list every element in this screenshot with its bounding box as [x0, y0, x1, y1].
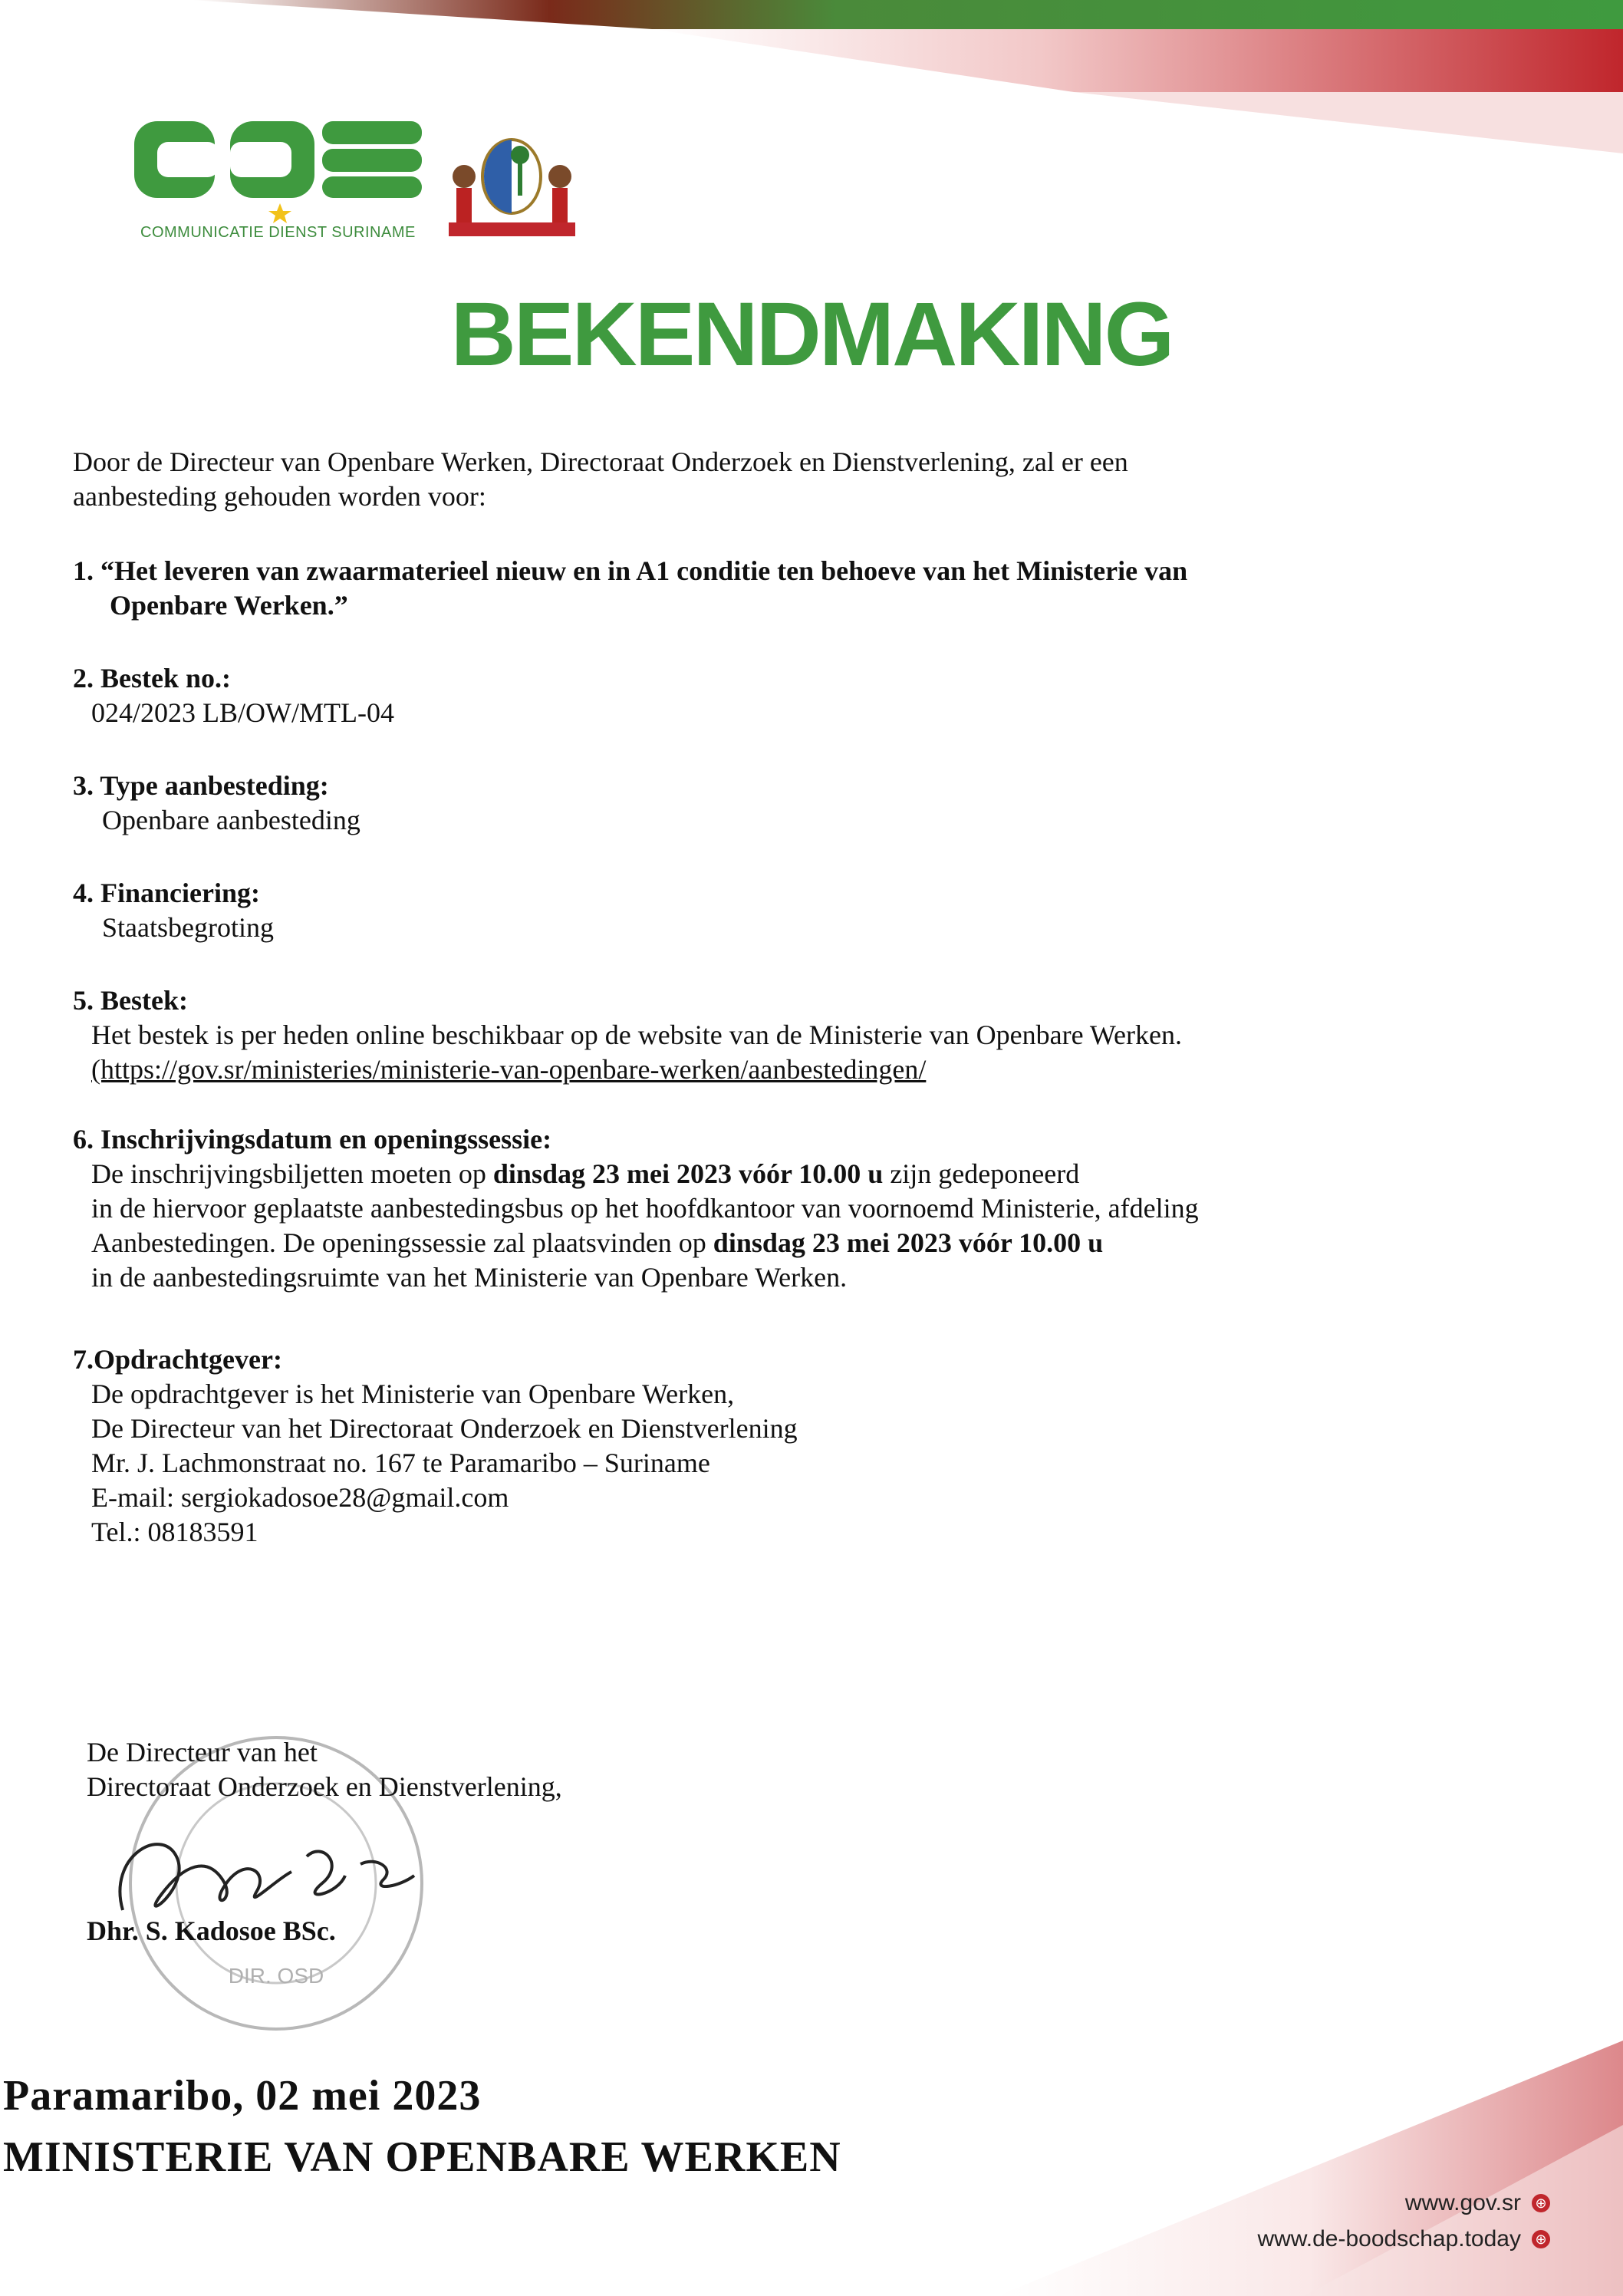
section-2 [73, 661, 394, 730]
globe-icon: ⊕ [1532, 2230, 1550, 2248]
footer-website-1-label: www.gov.sr [1404, 2190, 1521, 2215]
section-6-line-3 [73, 1226, 1492, 1260]
section-6-deadline-1: dinsdag 23 mei 2023 vóór 10.00 u [492, 1158, 884, 1189]
section-3-body: Openbare aanbesteding [102, 805, 360, 835]
logo-subtitle: COMMUNICATIE DIENST SURINAME [140, 224, 416, 241]
section-6-line-1a: De inschrijvingsbiljetten moeten op [91, 1158, 493, 1189]
section-7-phone: Tel.: 08183591 [91, 1517, 258, 1547]
section-4-heading: 4. Financiering: [73, 878, 260, 908]
footer-website-2[interactable] [1257, 2226, 1550, 2252]
ministry-name: MINISTERIE VAN OPENBARE WERKEN [3, 2133, 841, 2181]
page-title: BEKENDMAKING [450, 284, 1173, 385]
footer-website-2-label: www.de-boodschap.today [1257, 2226, 1521, 2252]
section-7-line-2: De Directeur van het Directoraat Onderzoek en Dienstverlening [91, 1413, 798, 1444]
section-4-body: Staatsbegroting [102, 912, 274, 943]
section-2-body: 024/2023 LB/OW/MTL-04 [91, 697, 394, 728]
section-7-email[interactable]: E-mail: sergiokadosoe28@gmail.com [91, 1482, 509, 1513]
section-6-heading: 6. Inschrijvingsdatum en openingssessie: [73, 1124, 552, 1155]
section-5 [73, 983, 1492, 1087]
section-1-line-2: Openbare Werken.” [110, 590, 348, 621]
stamp-label: DIR. OSD [228, 1964, 324, 1988]
section-7-address: Mr. J. Lachmonstraat no. 167 te Paramaribo – Suriname [91, 1448, 710, 1478]
section-6-line-1 [73, 1157, 1492, 1191]
section-7-heading: 7.Opdrachtgever: [73, 1344, 282, 1375]
globe-icon: ⊕ [1532, 2194, 1550, 2212]
section-2-heading: 2. Bestek no.: [73, 663, 231, 693]
section-3-heading: 3. Type aanbesteding: [73, 770, 329, 801]
section-6-line-2: in de hiervoor geplaatste aanbestedingsbus op het hoofdkantoor van voornoemd Ministerie, afdeling [91, 1193, 1199, 1224]
intro-line-1: Door de Directeur van Openbare Werken, Directoraat Onderzoek en Dienstverlening, zal er een [73, 446, 1128, 477]
section-7 [73, 1342, 1147, 1550]
place-and-date: Paramaribo, 02 mei 2023 [3, 2072, 482, 2120]
signature-line-2: Directoraat Onderzoek en Dienstverlening, [87, 1771, 562, 1802]
coat-of-arms-emblem [441, 123, 583, 242]
section-1-line-1: 1. “Het leveren van zwaarmaterieel nieuw en in A1 conditie ten behoeve van het Ministerie van [73, 555, 1188, 586]
signature-line-1: De Directeur van het [87, 1737, 318, 1767]
section-6-line-3a: Aanbestedingen. De openingssessie zal plaatsvinden op [91, 1227, 713, 1258]
intro-line-2: aanbesteding gehouden worden voor: [73, 481, 486, 512]
footer-website-1[interactable] [1405, 2190, 1550, 2216]
section-5-body: Het bestek is per heden online beschikbaar op de website van de Ministerie van Openbare Werken. [91, 1020, 1182, 1050]
section-6-deadline-2: dinsdag 23 mei 2023 vóór 10.00 u [713, 1227, 1104, 1258]
section-6-line-1c: zijn gedeponeerd [883, 1158, 1080, 1189]
section-6-line-4: in de aanbestedingsruimte van het Ministerie van Openbare Werken. [91, 1262, 848, 1293]
section-5-heading: 5. Bestek: [73, 985, 188, 1016]
intro-paragraph [73, 445, 1453, 514]
section-5-url-link[interactable]: (https://gov.sr/ministeries/ministerie-van-openbare-werken/aanbestedingen/ [91, 1054, 927, 1085]
section-4 [73, 876, 274, 945]
signature-block [87, 1735, 777, 1804]
signatory-name: Dhr. S. Kadosoe BSc. [87, 1916, 336, 1946]
section-7-line-1: De opdrachtgever is het Ministerie van Openbare Werken, [91, 1379, 735, 1409]
section-1 [73, 554, 1492, 623]
section-6 [73, 1122, 1492, 1295]
section-3 [73, 769, 360, 838]
